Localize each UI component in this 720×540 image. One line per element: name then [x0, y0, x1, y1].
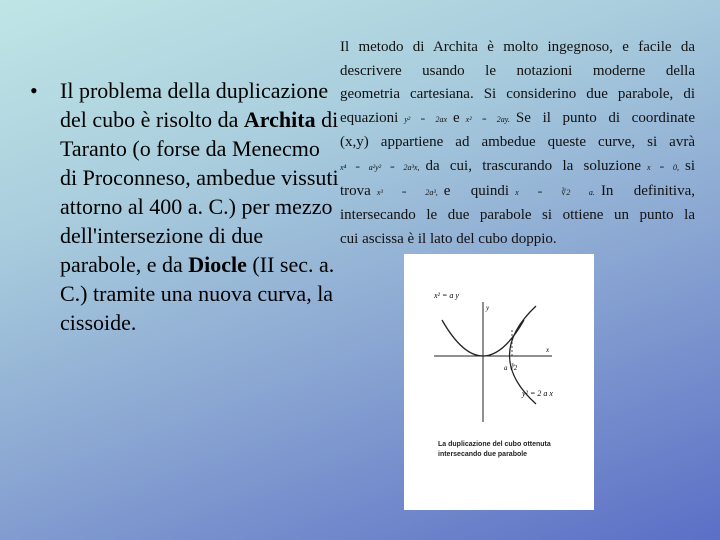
scan-word: si — [684, 157, 695, 174]
scan-word: da cui, trascurando la soluzione — [425, 157, 642, 174]
equation: x = 0, — [647, 162, 679, 172]
bullet-text — [60, 76, 340, 337]
equation: x² = 2ay. — [465, 114, 510, 124]
figure-caption: La duplicazione del cubo ottenuta intersecando due parabole — [438, 441, 551, 458]
scan-line: Il metodo di Archita è molto ingegnoso, e facile da — [340, 39, 695, 55]
scan-word: e — [453, 109, 460, 126]
scan-line — [340, 155, 695, 180]
archita-bold: Archita — [243, 107, 316, 132]
equation: x⁴ = a²y² = 2a³x, — [340, 162, 420, 172]
scan-word: equazioni — [340, 109, 399, 126]
parabola-diagram — [404, 254, 594, 510]
scan-word: trova — [340, 182, 371, 199]
scan-word: Se il punto di coordinate — [515, 109, 695, 126]
scan-line: (x,y) appartiene ad ambedue queste curve, si avrà — [340, 134, 695, 151]
diocle-bold: Diocle — [188, 252, 247, 277]
label-x-axis: x — [546, 346, 550, 354]
label-x2-ay: x² = a y — [434, 291, 459, 300]
equation: y² = 2ax — [404, 114, 447, 124]
equation: x = ∛2 a. — [515, 187, 595, 197]
scan-line: geometria cartesiana. Si considerino due parabole, di — [340, 86, 695, 103]
label-root: a ∛2 — [504, 364, 518, 372]
bullet-text-part1: Il problema della duplicazione del cubo è risolto da — [60, 78, 329, 132]
bullet-text-part3: (II sec. a. C.) tramite una nuova curva, la cissoide. — [60, 252, 335, 335]
bullet-text-part2: di Taranto (o forse da Menecmo di Proconneso, ambedue vissuti attorno al 400 a. C.) per mezzo dell'intersezione di due parabole, e da — [60, 107, 339, 277]
scan-word: In definitiva, — [600, 182, 696, 199]
label-y2-2ax: y² = 2 a x — [522, 389, 553, 398]
scanned-text-block — [340, 36, 695, 251]
scan-line: descrivere usando le notazioni moderne della — [340, 62, 695, 79]
scan-line — [340, 180, 695, 205]
bullet-dot: • — [30, 78, 38, 103]
parabola-figure — [404, 254, 594, 510]
scan-word: e quindi — [443, 182, 510, 199]
bullet-paragraph — [30, 76, 340, 337]
equation: x³ = 2a³, — [376, 187, 438, 197]
scan-line: cui ascissa è il lato del cubo doppio. — [340, 230, 557, 247]
scan-line: intersecando le due parabole si ottiene un punto la — [340, 207, 695, 224]
scan-line — [340, 107, 695, 132]
label-y-axis: y — [486, 304, 490, 312]
